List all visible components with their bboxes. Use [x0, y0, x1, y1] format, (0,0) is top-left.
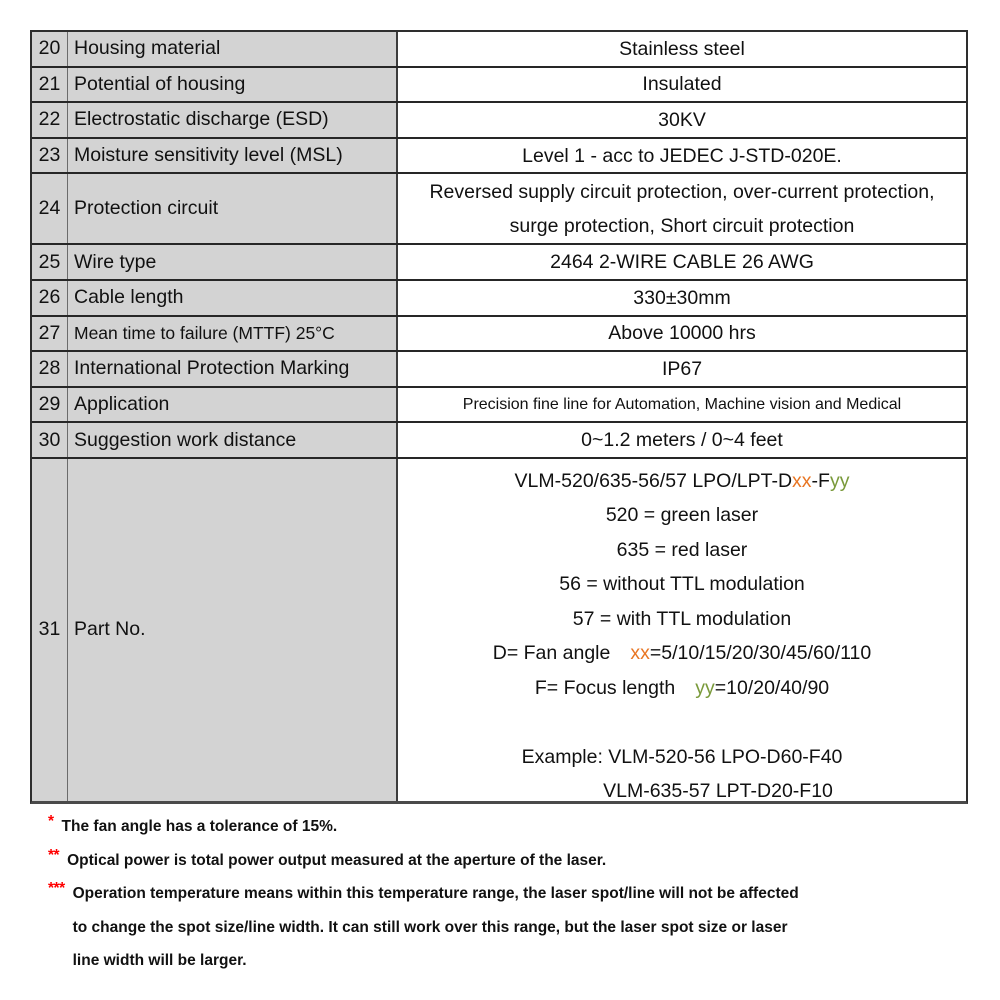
row-value: Reversed supply circuit protection, over-current protection, surge protection, Short circuit protection — [398, 174, 966, 243]
row-label: Application — [68, 388, 398, 422]
table-row — [32, 139, 966, 175]
row-value: Level 1 - acc to JEDEC J-STD-020E. — [398, 139, 966, 173]
row-number: 20 — [32, 32, 68, 66]
row-number: 21 — [32, 68, 68, 102]
row-value: 330±30mm — [398, 281, 966, 315]
row-value: Precision fine line for Automation, Machine vision and Medical — [398, 388, 966, 422]
row-number: 24 — [32, 174, 68, 243]
row-label: Suggestion work distance — [68, 423, 398, 457]
row-label: Wire type — [68, 245, 398, 279]
row-label: Protection circuit — [68, 174, 398, 243]
row-label: Mean time to failure (MTTF) 25°C — [68, 317, 398, 351]
asterisk-triple: *** — [48, 880, 65, 897]
row-number: 25 — [32, 245, 68, 279]
model-yy-code: yy — [829, 469, 850, 492]
row-label: Potential of housing — [68, 68, 398, 102]
row-number: 27 — [32, 317, 68, 351]
row-number: 31 — [32, 459, 68, 801]
row-value: Above 10000 hrs — [398, 317, 966, 351]
row-value: Insulated — [398, 68, 966, 102]
table-row — [32, 281, 966, 317]
part-line-56: 56 = without TTL modulation — [559, 573, 805, 596]
blank-line — [406, 705, 958, 740]
table-row — [32, 317, 966, 353]
row-number: 23 — [32, 139, 68, 173]
table-row — [32, 103, 966, 139]
row-value: 30KV — [398, 103, 966, 137]
row-value: 0~1.2 meters / 0~4 feet — [398, 423, 966, 457]
part-fan-angle-line — [406, 636, 958, 671]
focus-options: =10/20/40/90 — [714, 676, 830, 699]
specification-table — [30, 30, 968, 804]
footnote-text: Optical power is total power output measured at the aperture of the laser. — [67, 851, 607, 869]
part-line-635: 635 = red laser — [616, 538, 748, 561]
fan-xx-code: xx — [630, 642, 650, 665]
row-number: 28 — [32, 352, 68, 386]
part-no-details — [398, 459, 966, 801]
table-row — [32, 174, 966, 245]
table-row — [32, 388, 966, 424]
row-label: Electrostatic discharge (ESD) — [68, 103, 398, 137]
row-label: Housing material — [68, 32, 398, 66]
footnotes — [48, 810, 968, 978]
part-example-line-1: Example: VLM-520-56 LPO-D60-F40 — [521, 745, 843, 768]
footnote-text: The fan angle has a tolerance of 15%. — [61, 818, 338, 835]
part-model-line — [406, 464, 958, 499]
row-label: International Protection Marking — [68, 352, 398, 386]
row-label: Moisture sensitivity level (MSL) — [68, 139, 398, 173]
footnote-text: Operation temperature means within this temperature range, the laser spot/line will not be affected to change the spot size/line width. It can still work over this range, but the laser spot size or laser line width will be larger. — [72, 885, 799, 969]
model-prefix: VLM-520/635-56/57 LPO/LPT-D — [514, 469, 793, 492]
table-row — [32, 352, 966, 388]
row-number: 29 — [32, 388, 68, 422]
fan-options: =5/10/15/20/30/45/60/110 — [649, 642, 872, 665]
row-label: Cable length — [68, 281, 398, 315]
table-row — [32, 423, 966, 459]
table-row — [32, 68, 966, 104]
fan-prefix: D= Fan angle — [492, 642, 611, 665]
part-example-line-2: VLM-635-57 LPT-D20-F10 — [603, 780, 833, 803]
row-value: 2464 2-WIRE CABLE 26 AWG — [398, 245, 966, 279]
table-row — [32, 245, 966, 281]
table-row-part-no — [32, 459, 966, 801]
part-focus-length-line — [406, 671, 958, 706]
part-line-57: 57 = with TTL modulation — [572, 607, 792, 630]
row-number: 22 — [32, 103, 68, 137]
footnote-fan-angle — [48, 810, 968, 844]
focus-prefix: F= Focus length — [534, 676, 676, 699]
row-label: Part No. — [68, 459, 398, 801]
asterisk-single: * — [48, 813, 54, 830]
row-value: IP67 — [398, 352, 966, 386]
row-value: Stainless steel — [398, 32, 966, 66]
model-mid: -F — [811, 469, 830, 492]
asterisk-double: ** — [48, 846, 60, 864]
footnote-optical-power — [48, 844, 968, 878]
footnote-operation-temperature — [48, 877, 968, 978]
row-number: 26 — [32, 281, 68, 315]
row-number: 30 — [32, 423, 68, 457]
focus-yy-code: yy — [695, 676, 715, 699]
table-row — [32, 32, 966, 68]
part-line-520: 520 = green laser — [605, 504, 759, 527]
model-xx-code: xx — [792, 469, 812, 492]
